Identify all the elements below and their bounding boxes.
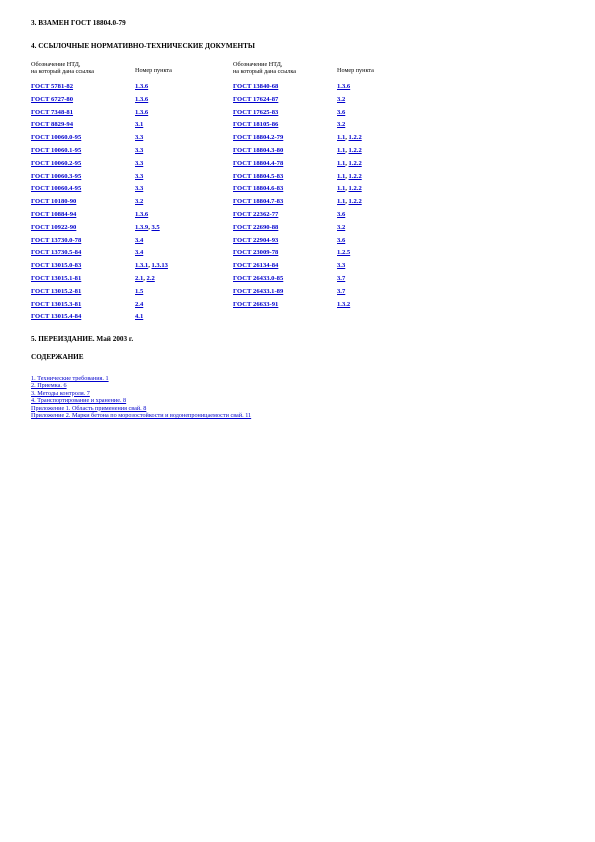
item-numbers — [135, 173, 143, 180]
gost-link[interactable]: ГОСТ 10884-94 — [31, 210, 77, 218]
item-number-link[interactable]: 1.2.2 — [348, 172, 362, 180]
contents-item — [31, 382, 251, 389]
item-number-link[interactable]: 1.2.2 — [348, 134, 362, 142]
item-numbers — [135, 96, 148, 103]
item-number-link[interactable]: 3.3 — [135, 159, 144, 167]
item-numbers: 1.1, 1.2.2 — [337, 146, 362, 154]
item-numbers — [135, 83, 148, 90]
item-number-link[interactable]: 3.3 — [135, 185, 144, 193]
item-number-link[interactable]: 1.3.13 — [151, 262, 168, 270]
gost-link[interactable]: ГОСТ 10180-90 — [31, 198, 77, 206]
contents-item — [31, 405, 251, 412]
gost-link[interactable]: ГОСТ 26433.0-85 — [233, 274, 284, 282]
contents-link[interactable]: 2. Приемка. 6 — [31, 382, 67, 390]
gost-link[interactable]: ГОСТ 23009-78 — [233, 249, 279, 257]
designation-header-line1: Обозначение НТД, — [31, 61, 81, 68]
item-numbers — [337, 275, 345, 282]
item-number-link[interactable]: 1.1 — [337, 159, 346, 167]
contents-item — [31, 375, 251, 382]
gost-link[interactable]: ГОСТ 22904-93 — [233, 236, 279, 244]
item-number-link[interactable]: 1.1 — [337, 198, 346, 206]
item-number-link[interactable]: 1.3.6 — [135, 210, 149, 218]
designation-header-line2: на который дана ссылка — [31, 68, 95, 76]
gost-link[interactable]: ГОСТ 6727-80 — [31, 95, 74, 103]
gost-link[interactable]: ГОСТ 10060.1-95 — [31, 146, 82, 154]
item-numbers — [337, 262, 345, 269]
item-number-link[interactable]: 2.1 — [135, 274, 144, 282]
item-number-link[interactable]: 3.1 — [135, 121, 144, 129]
item-number-link[interactable]: 1.2.2 — [348, 185, 362, 193]
designation-header — [31, 61, 94, 75]
item-number-link[interactable]: 1.3.2 — [337, 300, 351, 308]
item-numbers: 2.1, 2.2 — [135, 274, 155, 282]
item-number-link[interactable]: 1.1 — [337, 146, 346, 154]
gost-link[interactable]: ГОСТ 17625-83 — [233, 108, 279, 116]
gost-link[interactable]: ГОСТ 7348-81 — [31, 108, 74, 116]
gost-link[interactable]: ГОСТ 5781-82 — [31, 83, 74, 90]
item-number-link[interactable]: 1.2.2 — [348, 159, 362, 167]
item-number-link[interactable]: 1.3.1 — [135, 262, 149, 270]
item-number-link[interactable]: 1.1 — [337, 172, 346, 180]
contents-item — [31, 412, 251, 419]
item-numbers — [337, 249, 350, 256]
item-numbers — [337, 288, 345, 295]
item-number-link[interactable]: 3.4 — [135, 236, 144, 244]
item-numbers — [337, 237, 345, 244]
contents-heading: СОДЕРЖАНИЕ — [31, 353, 84, 361]
item-numbers — [135, 301, 143, 308]
gost-link[interactable]: ГОСТ 10060.4-95 — [31, 185, 82, 193]
contents-link[interactable]: 1. Технические требования. 1 — [31, 375, 109, 382]
designation-header — [233, 61, 296, 75]
gost-link[interactable]: ГОСТ 10060.3-95 — [31, 172, 82, 180]
gost-link[interactable]: ГОСТ 13015.4-84 — [31, 313, 82, 321]
item-number-link[interactable]: 1.1 — [337, 185, 346, 193]
gost-link[interactable]: ГОСТ 22362-77 — [233, 210, 279, 218]
item-numbers: 1.1, 1.2.2 — [337, 172, 362, 180]
gost-link[interactable]: ГОСТ 26433.1-89 — [233, 287, 284, 295]
gost-link[interactable]: ГОСТ 13015.2-81 — [31, 287, 82, 295]
contents-item — [31, 397, 251, 404]
gost-link[interactable]: ГОСТ 18804.4-78 — [233, 159, 284, 167]
item-number-link[interactable]: 3.7 — [337, 274, 346, 282]
gost-link[interactable]: ГОСТ 10060.2-95 — [31, 159, 82, 167]
item-number-link[interactable]: 3.3 — [135, 146, 144, 154]
item-number-link[interactable]: 3.2 — [337, 223, 346, 231]
item-numbers — [135, 288, 143, 295]
gost-link[interactable]: ГОСТ 26633-91 — [233, 300, 279, 308]
gost-link[interactable]: ГОСТ 18804.6-83 — [233, 185, 284, 193]
item-numbers — [135, 313, 143, 320]
gost-link[interactable]: ГОСТ 26134-84 — [233, 262, 279, 270]
item-number-link[interactable]: 3.3 — [135, 134, 144, 142]
item-number-link[interactable]: 2.2 — [146, 274, 155, 282]
item-numbers — [135, 211, 148, 218]
item-number-link[interactable]: 2.4 — [135, 300, 144, 308]
item-numbers — [135, 249, 143, 256]
item-number-link[interactable]: 3.6 — [337, 108, 346, 116]
item-numbers: 1.3.1, 1.3.13 — [135, 262, 168, 270]
contents-link[interactable]: Приложение 1. Область применения свай. 8 — [31, 404, 147, 412]
item-number-link[interactable]: 1.2.2 — [348, 146, 362, 154]
item-number-header: Номер пункта — [135, 67, 172, 74]
item-numbers — [337, 301, 350, 308]
item-number-link[interactable]: 3.4 — [135, 249, 144, 257]
gost-link[interactable]: ГОСТ 13015.1-81 — [31, 274, 82, 282]
table-of-contents — [31, 375, 251, 419]
gost-link[interactable]: ГОСТ 13015.3-81 — [31, 300, 82, 308]
contents-link[interactable]: 4. Транспортирование и хранение. 8 — [31, 397, 127, 405]
gost-link[interactable]: ГОСТ 13015.0-83 — [31, 262, 82, 270]
item-numbers — [135, 134, 143, 141]
item-numbers — [135, 121, 143, 128]
item-number-link[interactable]: 3.3 — [135, 172, 144, 180]
item-number-link[interactable]: 3.2 — [135, 198, 144, 206]
item-number-link[interactable]: 1.5 — [135, 287, 144, 295]
contents-link[interactable]: 3. Методы контроля. 7 — [31, 389, 90, 397]
gost-link[interactable]: ГОСТ 10922-90 — [31, 223, 77, 231]
gost-link[interactable]: ГОСТ 13730.0-78 — [31, 236, 82, 244]
gost-link[interactable]: ГОСТ 18804.2-79 — [233, 134, 284, 142]
item-numbers — [337, 83, 350, 90]
item-number-link[interactable]: 3.6 — [337, 236, 346, 244]
item-number-link[interactable]: 1.3.6 — [337, 83, 351, 90]
item-numbers — [135, 185, 143, 192]
item-numbers: 1.1, 1.2.2 — [337, 134, 362, 142]
contents-item — [31, 390, 251, 397]
item-number-link[interactable]: 3.6 — [337, 210, 346, 218]
gost-link[interactable]: ГОСТ 18105-86 — [233, 121, 279, 129]
item-numbers — [337, 109, 345, 116]
item-number-link[interactable]: 3.3 — [337, 262, 346, 270]
item-numbers: 1.1, 1.2.2 — [337, 185, 362, 193]
section-4-heading: 4. ССЫЛОЧНЫЕ НОРМАТИВНО-ТЕХНИЧЕСКИЕ ДОКУМЕНТЫ — [31, 42, 255, 50]
item-numbers: 1.3.9, 3.5 — [135, 223, 160, 231]
designation-header-line2: на который дана ссылка — [233, 68, 297, 76]
gost-link[interactable]: ГОСТ 13840-68 — [233, 83, 279, 90]
gost-link[interactable]: ГОСТ 10060.0-95 — [31, 134, 82, 142]
designation-header-line1: Обозначение НТД, — [233, 61, 283, 68]
item-number-link[interactable]: 1.2.2 — [348, 198, 362, 206]
item-numbers: 1.1, 1.2.2 — [337, 159, 362, 167]
gost-link[interactable]: ГОСТ 22690-88 — [233, 223, 279, 231]
item-number-link[interactable]: 3.7 — [337, 287, 346, 295]
item-number-link[interactable]: 3.2 — [337, 121, 346, 129]
item-number-link[interactable]: 3.2 — [337, 95, 346, 103]
item-numbers — [135, 147, 143, 154]
gost-link[interactable]: ГОСТ 18804.3-80 — [233, 146, 284, 154]
item-number-link[interactable]: 1.3.9 — [135, 223, 149, 231]
item-numbers — [337, 121, 345, 128]
contents-link[interactable]: Приложение 2. Марки бетона по морозостойкости и водонепроницаемости свай. 11 — [31, 412, 252, 420]
item-numbers — [135, 198, 143, 205]
section-3-heading: 3. ВЗАМЕН ГОСТ 18804.0-79 — [31, 19, 126, 27]
item-numbers — [337, 211, 345, 218]
item-number-link[interactable]: 1.3.6 — [135, 108, 149, 116]
item-number-link[interactable]: 1.3.6 — [135, 95, 149, 103]
gost-link[interactable]: ГОСТ 8829-94 — [31, 121, 74, 129]
gost-link[interactable]: ГОСТ 17624-87 — [233, 95, 279, 103]
section-5-heading: 5. ПЕРЕИЗДАНИЕ. Май 2003 г. — [31, 335, 134, 343]
item-number-header: Номер пункта — [337, 67, 374, 74]
item-numbers — [337, 224, 345, 231]
item-numbers — [135, 109, 148, 116]
item-number-link[interactable]: 1.3.6 — [135, 83, 149, 90]
item-number-link[interactable]: 3.5 — [151, 223, 160, 231]
gost-link[interactable]: ГОСТ 18804.5-83 — [233, 172, 284, 180]
item-number-link[interactable]: 4.1 — [135, 313, 144, 321]
item-number-link[interactable]: 1.1 — [337, 134, 346, 142]
gost-link[interactable]: ГОСТ 13730.5-84 — [31, 249, 82, 257]
item-numbers — [135, 160, 143, 167]
item-number-link[interactable]: 1.2.5 — [337, 249, 351, 257]
item-numbers: 1.1, 1.2.2 — [337, 198, 362, 206]
item-numbers — [135, 237, 143, 244]
item-numbers — [337, 96, 345, 103]
gost-link[interactable]: ГОСТ 18804.7-83 — [233, 198, 284, 206]
